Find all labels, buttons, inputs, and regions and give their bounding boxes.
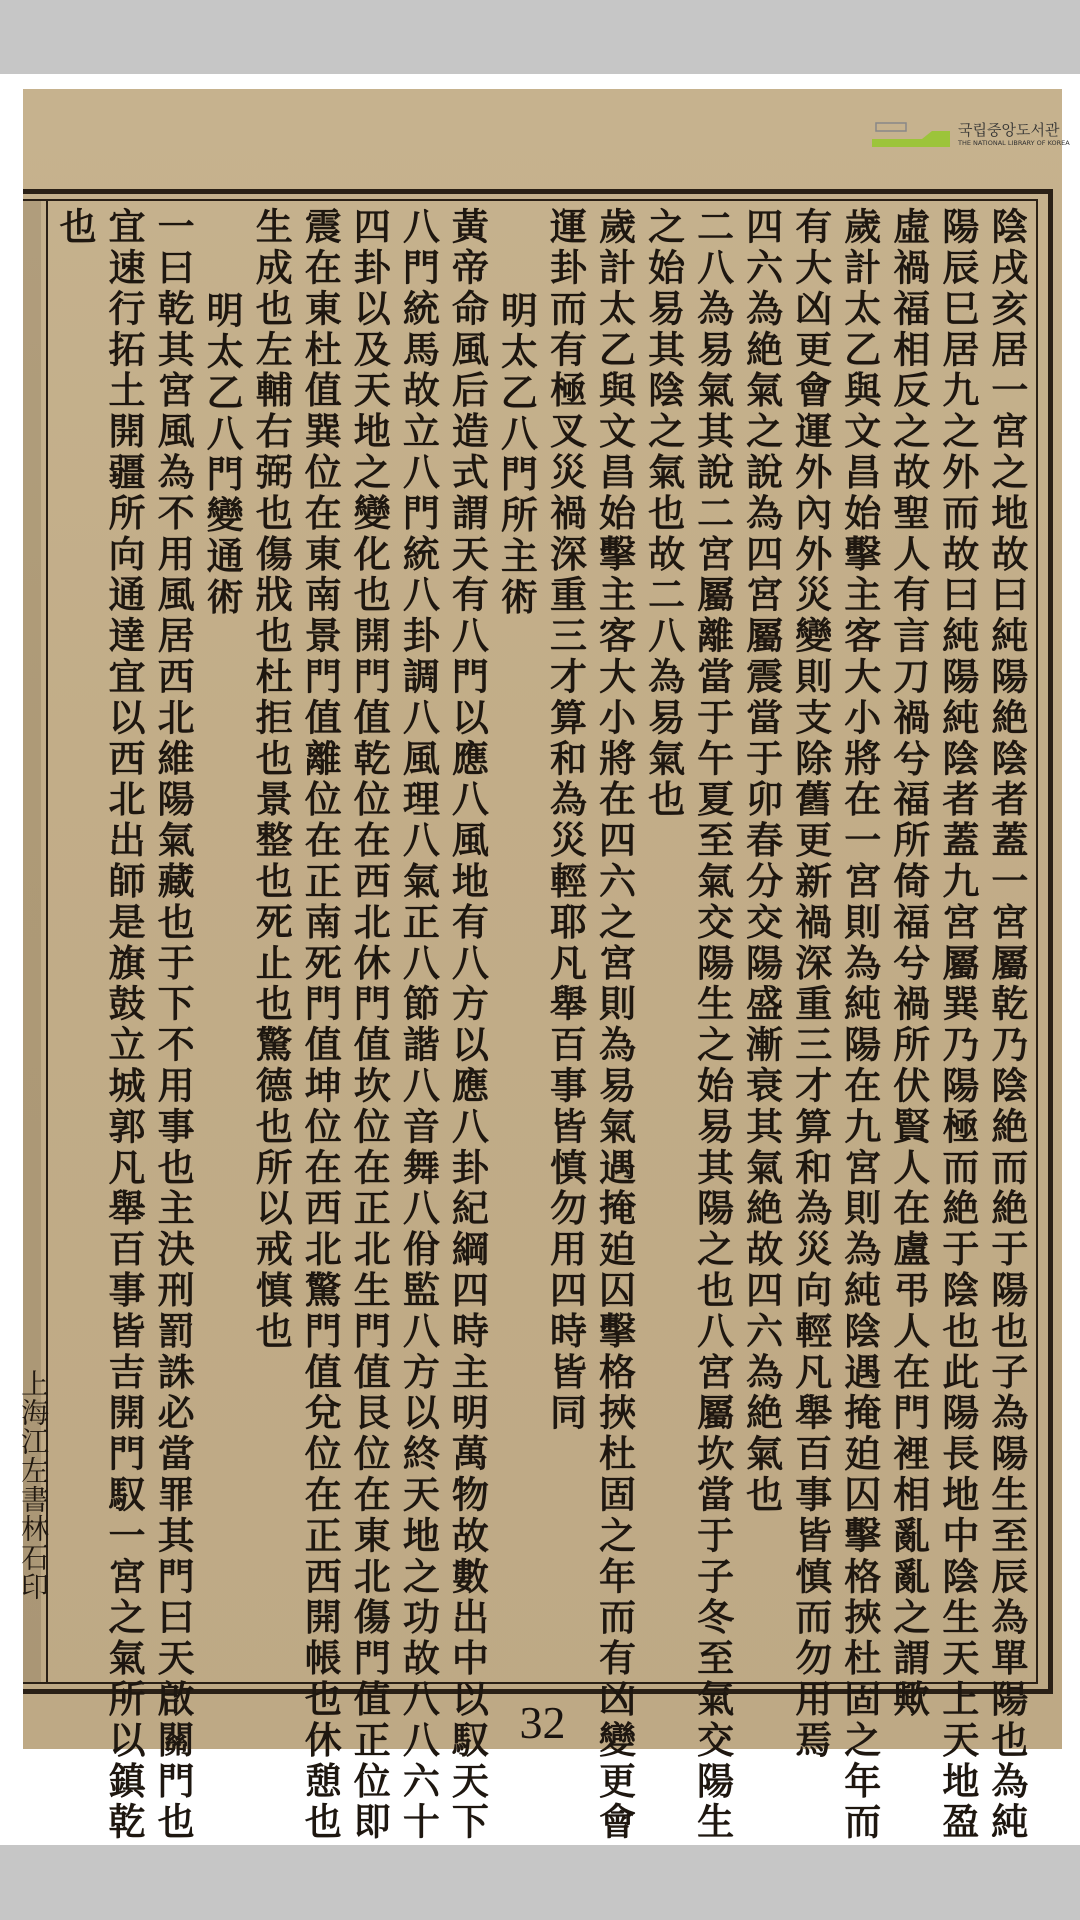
- text-column: 之始易其陰之氣也故二八為易氣也: [641, 207, 686, 821]
- text-column: 一曰乾其宮風為不用風居西北維陽氣藏也于下不用事也主決刑罰誅必當罪其門曰天啟關門也: [151, 207, 196, 1843]
- text-column: 也: [53, 207, 97, 248]
- library-english-name: THE NATIONAL LIBRARY OF KOREA: [958, 139, 1070, 147]
- viewer-top-bar: [0, 0, 1080, 74]
- library-korean-name: 국립중앙도서관: [958, 121, 1060, 139]
- publisher-imprint: 上海江左書林石印: [17, 1369, 50, 1601]
- document-page: [17, 89, 1070, 1843]
- text-column: 有大凶更會運外內外災變則支除舊更新禍深重三才算和為災向輕凡舉百事皆慎而勿用焉: [788, 207, 833, 1762]
- text-column: 八門統馬故立八門統八卦調八風理八氣正八節諧八音舞八佾監八方以終天地之功故八八六十: [396, 207, 441, 1843]
- section-heading: 明太乙八門變通術: [200, 291, 245, 619]
- viewer-bottom-bar: [0, 1845, 1080, 1920]
- text-column: 歲計太乙與文昌始擊主客大小將在四六之宮則為易氣遇掩廹囚擊格挾杜固之年而有凶變更會: [592, 207, 637, 1843]
- text-column: 生成也左輔右弼也傷戕也杜拒也景整也死止也驚德也所以戒慎也: [249, 207, 294, 1353]
- text-column: 二八為易氣其說二宮屬離當于午夏至氣交陽生之始易其陽之也八宮屬坎當于子冬至氣交陽生: [690, 207, 735, 1843]
- text-column: 四卦以及天地之變化也開門值乾位在西北休門值坎位在正北生門值艮位在東北傷門值正位即: [347, 207, 392, 1843]
- text-column: 虛禍福相反之故聖人有言刀禍兮福所倚福兮禍所伏賢人在盧弔人在門裡相亂亂之謂歟: [886, 207, 931, 1721]
- text-column: 歲計太乙與文昌始擊主客大小將在一宮則為純陽在九宮則為純陰遇掩廹囚擊格挾杜固之年而: [837, 207, 882, 1843]
- section-heading: 明太乙八門所主術: [494, 291, 539, 619]
- library-watermark-logo: [872, 119, 1070, 155]
- text-column: 震在東杜值巽位在東南景門值離位在正南死門值坤位在西北驚門值兌位在正西開帳也休憩也: [298, 207, 343, 1843]
- text-column: 陽辰巳居九之外而故曰純陽純陰者蓋九宮屬巽乃陽極而絶于陰也此陽長地中陰生天上天地盈: [935, 207, 980, 1843]
- page-number: 32: [519, 1697, 566, 1748]
- text-column: 運卦而有極叉災禍深重三才算和為災輕耶凡舉百事皆慎勿用四時皆同: [543, 207, 588, 1434]
- text-column: 宜速行拓土開疆所向通達宜以西北出師是旗鼓立城郭凡舉百事皆吉開門馭一宮之氣所以鎮乾: [102, 207, 147, 1843]
- text-column: 黃帝命風后造式謂天有八門以應八風地有八方以應八卦紀綱四時主明萬物故數出中以馭天下: [445, 207, 490, 1843]
- text-column: 陰戌亥居一宮之地故曰純陽絶陰者蓋一宮屬乾乃陰絶而絶于陽也子為陽生至辰為單陽也為純: [984, 207, 1029, 1843]
- text-column: 四六為絶氣之說為四宮屬震當于卯春分交陽盛漸衰其氣絶故四六為絶氣也: [739, 207, 784, 1516]
- library-logo-icon: [872, 123, 950, 147]
